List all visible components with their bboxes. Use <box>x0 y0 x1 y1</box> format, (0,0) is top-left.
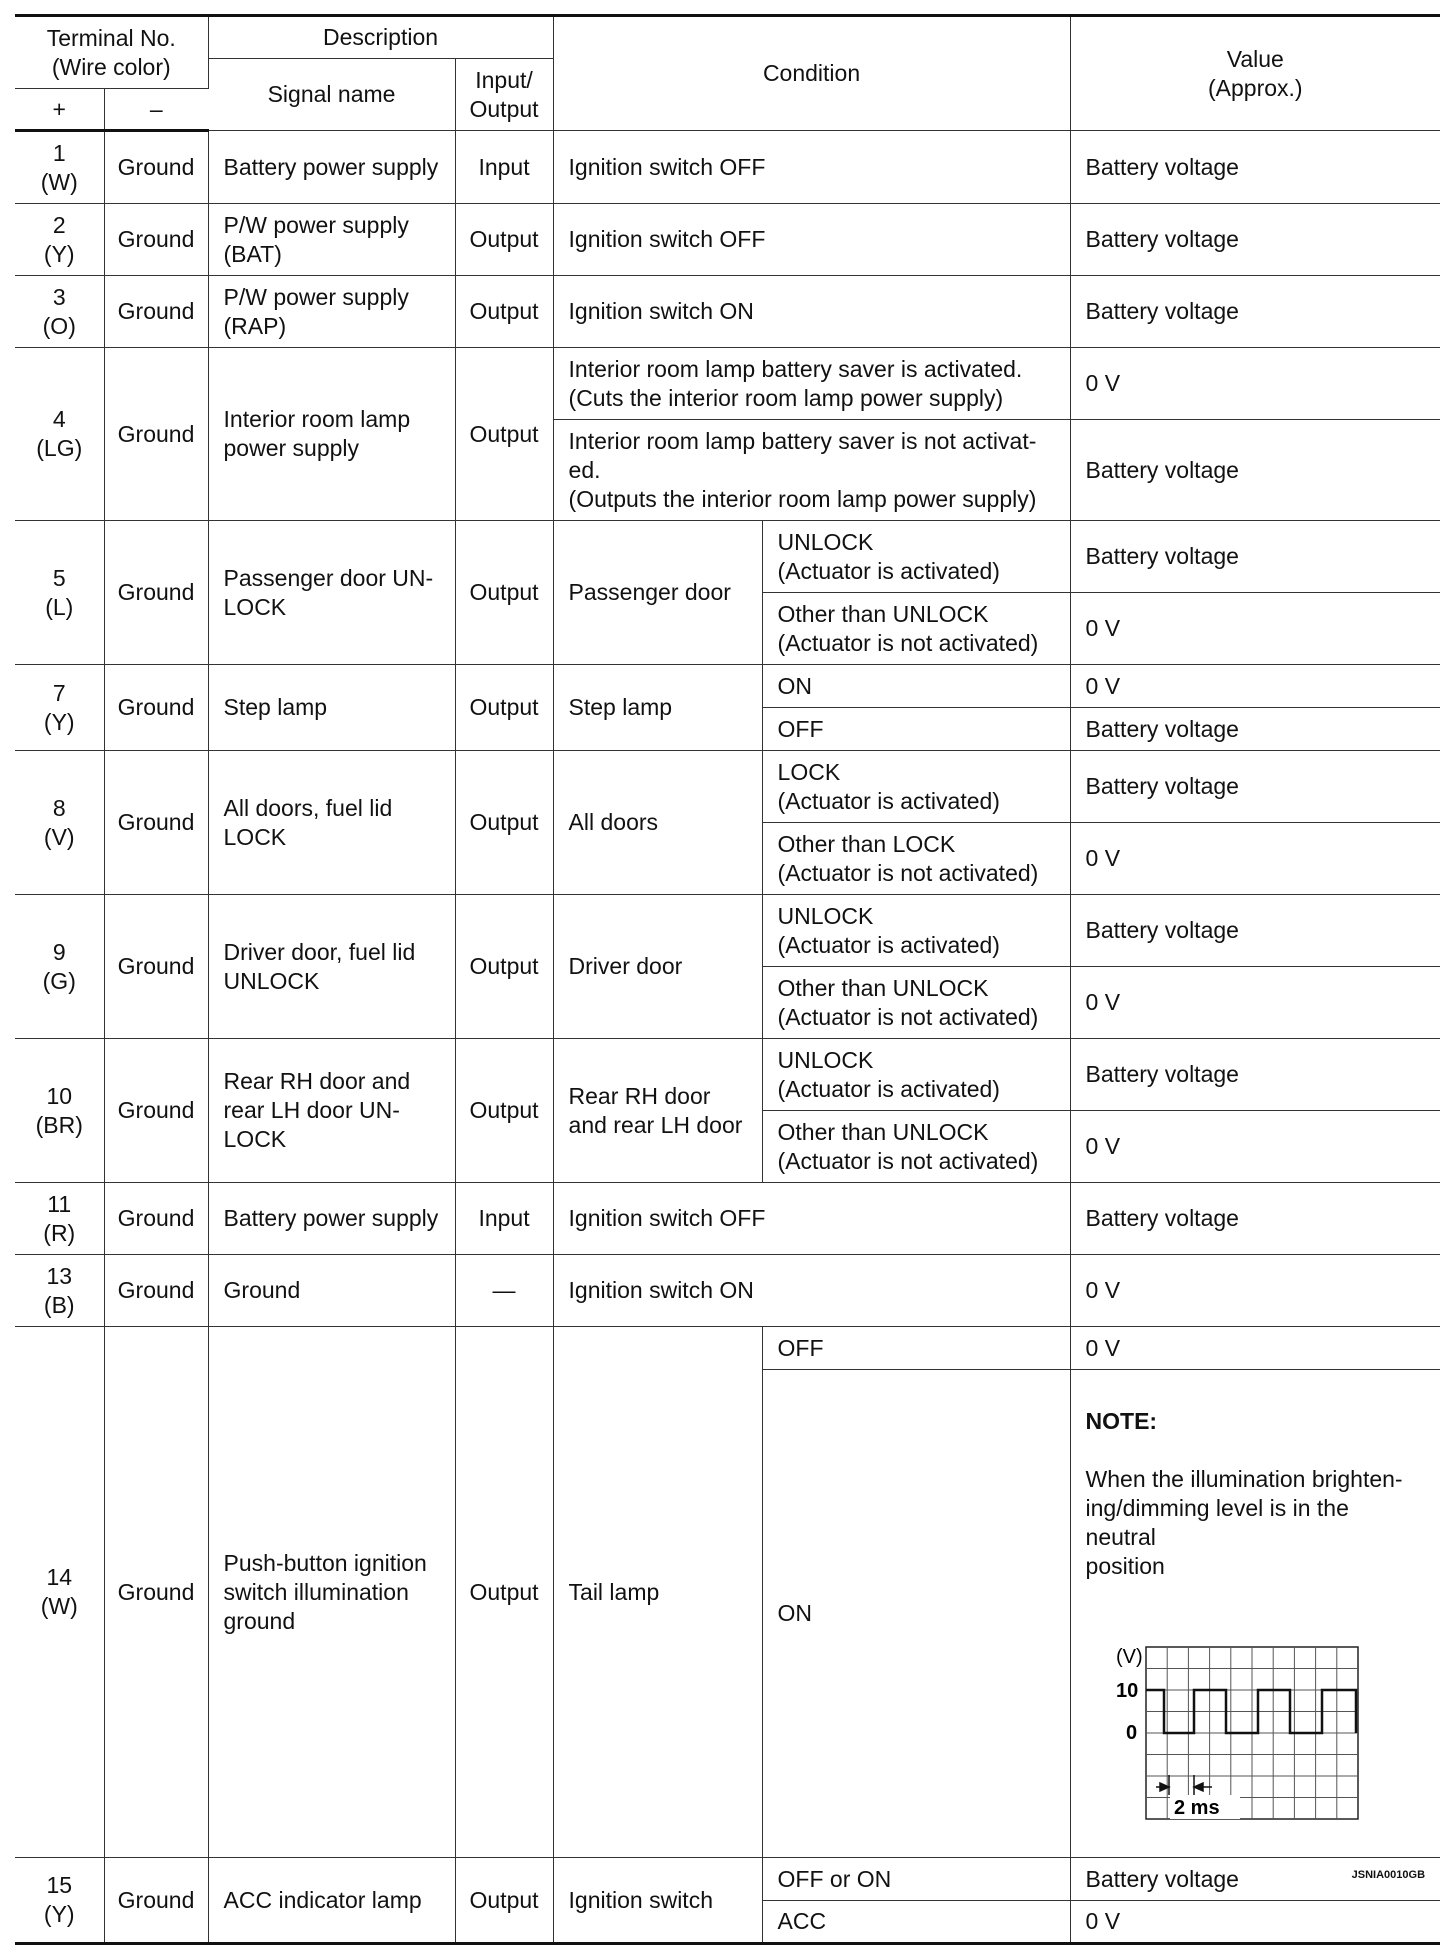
terminal-cell: 1 (W) <box>15 131 104 204</box>
io-cell: Output <box>455 751 553 895</box>
ground-cell: Ground <box>104 1183 208 1255</box>
ground-cell: Ground <box>104 751 208 895</box>
condition-cell: Tail lamp <box>553 1327 762 1858</box>
header-row <box>15 16 1440 59</box>
value-cell: 0 V <box>1070 1255 1440 1327</box>
condition-cell: Step lamp <box>553 665 762 751</box>
table-row <box>15 348 1440 420</box>
terminal-cell: 5 (L) <box>15 521 104 665</box>
voltage-unit-label: (V) <box>1115 1646 1143 1668</box>
sub-condition-cell: LOCK (Actuator is activated) <box>762 751 1070 823</box>
io-cell: Output <box>455 204 553 276</box>
value-cell: Battery voltage <box>1070 708 1440 751</box>
low-level-label: 0 <box>1125 1722 1137 1744</box>
ground-cell: Ground <box>104 204 208 276</box>
header-minus: – <box>104 89 208 131</box>
sub-condition-cell: OFF <box>762 1327 1070 1370</box>
terminal-cell: 15 (Y) <box>15 1858 104 1944</box>
signal-cell: Interior room lamp power supply <box>208 348 455 521</box>
signal-cell: Battery power supply <box>208 131 455 204</box>
header-signal-name: Signal name <box>208 59 455 131</box>
terminal-cell: 3 (O) <box>15 276 104 348</box>
value-cell: Battery voltage <box>1070 895 1440 967</box>
table-row <box>15 521 1440 593</box>
sub-condition-cell: Other than UNLOCK (Actuator is not activated) <box>762 1111 1070 1183</box>
ground-cell: Ground <box>104 665 208 751</box>
signal-cell: Step lamp <box>208 665 455 751</box>
signal-cell: Passenger door UN- LOCK <box>208 521 455 665</box>
value-cell: Battery voltage <box>1070 204 1440 276</box>
condition-cell: All doors <box>553 751 762 895</box>
terminal-cell: 14 (W) <box>15 1327 104 1858</box>
table-row <box>15 665 1440 708</box>
io-cell: Output <box>455 1039 553 1183</box>
sub-condition-cell: UNLOCK (Actuator is activated) <box>762 521 1070 593</box>
condition-cell: Rear RH door and rear LH door <box>553 1039 762 1183</box>
signal-cell: Push-button ignition switch illumination ground <box>208 1327 455 1858</box>
signal-cell: Driver door, fuel lid UNLOCK <box>208 895 455 1039</box>
io-cell: Output <box>455 348 553 521</box>
terminal-cell: 11 (R) <box>15 1183 104 1255</box>
ground-cell: Ground <box>104 1039 208 1183</box>
io-cell: Output <box>455 276 553 348</box>
condition-cell: Interior room lamp battery saver is activated. (Cuts the interior room lamp power supply) <box>553 348 1070 420</box>
table-row <box>15 204 1440 276</box>
value-cell: Battery voltage <box>1070 131 1440 204</box>
terminal-cell: 10 (BR) <box>15 1039 104 1183</box>
terminal-cell: 7 (Y) <box>15 665 104 751</box>
ground-cell: Ground <box>104 1327 208 1858</box>
header-description: Description <box>208 16 553 59</box>
ground-cell: Ground <box>104 1858 208 1944</box>
condition-cell: Ignition switch ON <box>553 1255 1070 1327</box>
sub-condition-cell: Other than UNLOCK (Actuator is not activated) <box>762 593 1070 665</box>
terminal-cell: 8 (V) <box>15 751 104 895</box>
value-cell: 0 V <box>1070 823 1440 895</box>
table-row <box>15 1039 1440 1111</box>
value-cell: Battery voltage <box>1070 420 1440 521</box>
ground-cell: Ground <box>104 131 208 204</box>
signal-cell: All doors, fuel lid LOCK <box>208 751 455 895</box>
condition-cell: Ignition switch OFF <box>553 1183 1070 1255</box>
value-cell: 0 V <box>1070 665 1440 708</box>
signal-cell: P/W power supply (BAT) <box>208 204 455 276</box>
value-cell: 0 V <box>1070 1901 1440 1944</box>
sub-condition-cell: UNLOCK (Actuator is activated) <box>762 1039 1070 1111</box>
signal-cell: Ground <box>208 1255 455 1327</box>
terminal-cell: 13 (B) <box>15 1255 104 1327</box>
value-cell: Battery voltage <box>1070 276 1440 348</box>
signal-cell: Rear RH door and rear LH door UN- LOCK <box>208 1039 455 1183</box>
condition-cell: Ignition switch <box>553 1858 762 1944</box>
value-cell: Battery voltage <box>1070 521 1440 593</box>
ground-cell: Ground <box>104 521 208 665</box>
table-row <box>15 1255 1440 1327</box>
sub-condition-cell: Other than LOCK (Actuator is not activated) <box>762 823 1070 895</box>
figure-code: JSNIA0010GB <box>1351 1869 1426 1881</box>
sub-condition-cell: Other than UNLOCK (Actuator is not activated) <box>762 967 1070 1039</box>
value-cell: 0 V <box>1070 348 1440 420</box>
ground-cell: Ground <box>104 895 208 1039</box>
sub-condition-cell: ACC <box>762 1901 1070 1944</box>
signal-cell: Battery power supply <box>208 1183 455 1255</box>
ground-cell: Ground <box>104 1255 208 1327</box>
ground-cell: Ground <box>104 348 208 521</box>
signal-cell: ACC indicator lamp <box>208 1858 455 1944</box>
io-cell: Output <box>455 665 553 751</box>
value-cell: 0 V <box>1070 1327 1440 1370</box>
table-row <box>15 131 1440 204</box>
sub-condition-cell: OFF or ON <box>762 1858 1070 1901</box>
sub-condition-cell: UNLOCK (Actuator is activated) <box>762 895 1070 967</box>
value-cell: 0 V <box>1070 593 1440 665</box>
sub-condition-cell: ON <box>762 1370 1070 1858</box>
value-cell: Battery voltage <box>1070 1183 1440 1255</box>
note-text: When the illumination brighten- ing/dimming level is in the neutral position <box>1085 1466 1403 1579</box>
value-cell: 0 V <box>1070 1111 1440 1183</box>
table-row <box>15 276 1440 348</box>
header-input-output: Input/ Output <box>455 59 553 131</box>
header-condition: Condition <box>553 16 1070 131</box>
period-label: 2 ms <box>1173 1797 1220 1819</box>
condition-cell: Driver door <box>553 895 762 1039</box>
terminal-cell: 2 (Y) <box>15 204 104 276</box>
condition-cell: Ignition switch ON <box>553 276 1070 348</box>
condition-cell: Passenger door <box>553 521 762 665</box>
table-row <box>15 1327 1440 1370</box>
io-cell: Input <box>455 1183 553 1255</box>
terminal-cell: 9 (G) <box>15 895 104 1039</box>
value-cell: Battery voltage <box>1070 1039 1440 1111</box>
io-cell: Output <box>455 521 553 665</box>
table-row <box>15 1183 1440 1255</box>
sub-condition-cell: OFF <box>762 708 1070 751</box>
high-level-label: 10 <box>1115 1680 1138 1702</box>
table-row <box>15 751 1440 823</box>
header-terminal-no: Terminal No. (Wire color) <box>15 16 208 89</box>
io-cell: Output <box>455 1327 553 1858</box>
condition-cell: Ignition switch OFF <box>553 131 1070 204</box>
header-plus: + <box>15 89 104 131</box>
terminal-cell: 4 (LG) <box>15 348 104 521</box>
io-cell: — <box>455 1255 553 1327</box>
value-cell: 0 V <box>1070 967 1440 1039</box>
ground-cell: Ground <box>104 276 208 348</box>
sub-condition-cell: ON <box>762 665 1070 708</box>
header-value: Value (Approx.) <box>1070 16 1440 131</box>
io-cell: Output <box>455 1858 553 1944</box>
io-cell: Output <box>455 895 553 1039</box>
signal-cell: P/W power supply (RAP) <box>208 276 455 348</box>
terminal-value-table <box>15 14 1440 1945</box>
table-row <box>15 895 1440 967</box>
value-cell: Battery voltage <box>1070 1858 1440 1901</box>
io-cell: Input <box>455 131 553 204</box>
note-title: NOTE: <box>1085 1408 1158 1434</box>
condition-cell: Interior room lamp battery saver is not activat- ed. (Outputs the interior room lamp power supply) <box>553 420 1070 521</box>
value-cell: Battery voltage <box>1070 751 1440 823</box>
condition-cell: Ignition switch OFF <box>553 204 1070 276</box>
waveform-svg <box>1086 1645 1426 1857</box>
